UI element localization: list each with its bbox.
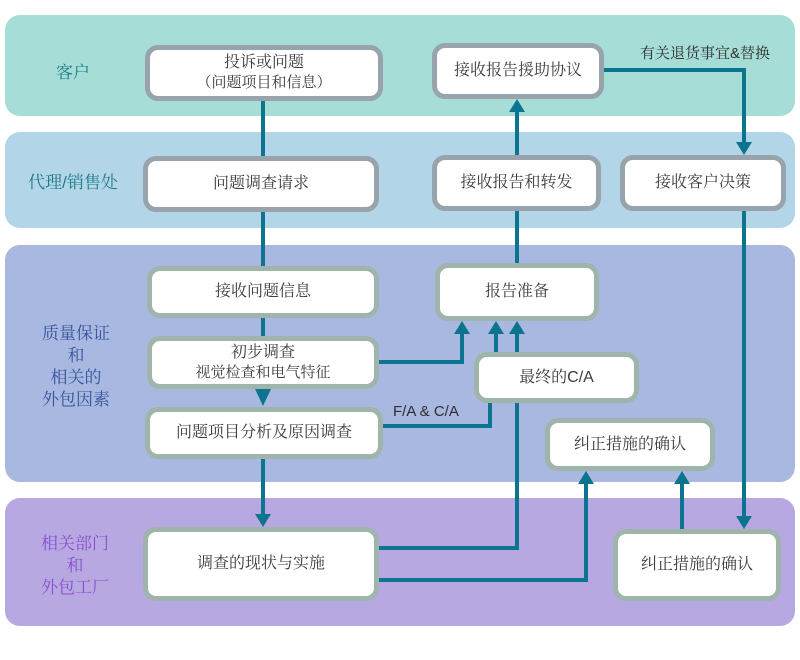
node-problem-investigation-request: 问题调查请求 (143, 156, 379, 212)
edge-label-return-matters: 有关退货事宜&替换 (639, 45, 770, 62)
node-receive-customer-decision: 接收客户决策 (620, 155, 786, 211)
lane-label-customer-text: 客户 (56, 63, 90, 82)
lane-label-qa: 质量保证 和 相关的 外包因素 (42, 324, 110, 409)
lane-label-agent (13, 172, 133, 194)
lane-customer (5, 15, 795, 116)
node-receive-problem-info: 接收问题信息 (147, 266, 379, 318)
node-receive-report-and-forward: 接收报告和转发 (432, 155, 601, 211)
lane-label-agent-text: 代理/销售处 (28, 173, 118, 192)
node-problem-analysis-and-cause-investigation: 问题项目分析及原因调查 (145, 407, 383, 459)
node-investigation-status-and-implementation: 调查的现状与实施 (143, 527, 379, 601)
node-corrective-action-confirmation-qa: 纠正措施的确认 (545, 418, 715, 471)
node-corrective-action-confirmation-factory: 纠正措施的确认 (613, 529, 781, 601)
node-report-preparation: 报告准备 (435, 263, 599, 321)
node-complaint-or-problem: 投诉或问题 （问题项目和信息） (145, 45, 383, 101)
node-final-ca: 最终的C/A (474, 352, 639, 403)
edge-label-fa-ca: F/A & C/A (393, 403, 459, 420)
lane-label-customer (25, 62, 121, 84)
lane-label-factory: 相关部门 和 外包工厂 (41, 534, 109, 597)
node-initial-investigation: 初步调查 视觉检查和电气特征 (147, 336, 379, 389)
node-receive-report-assist-agreement: 接收报告援助协议 (432, 43, 604, 99)
